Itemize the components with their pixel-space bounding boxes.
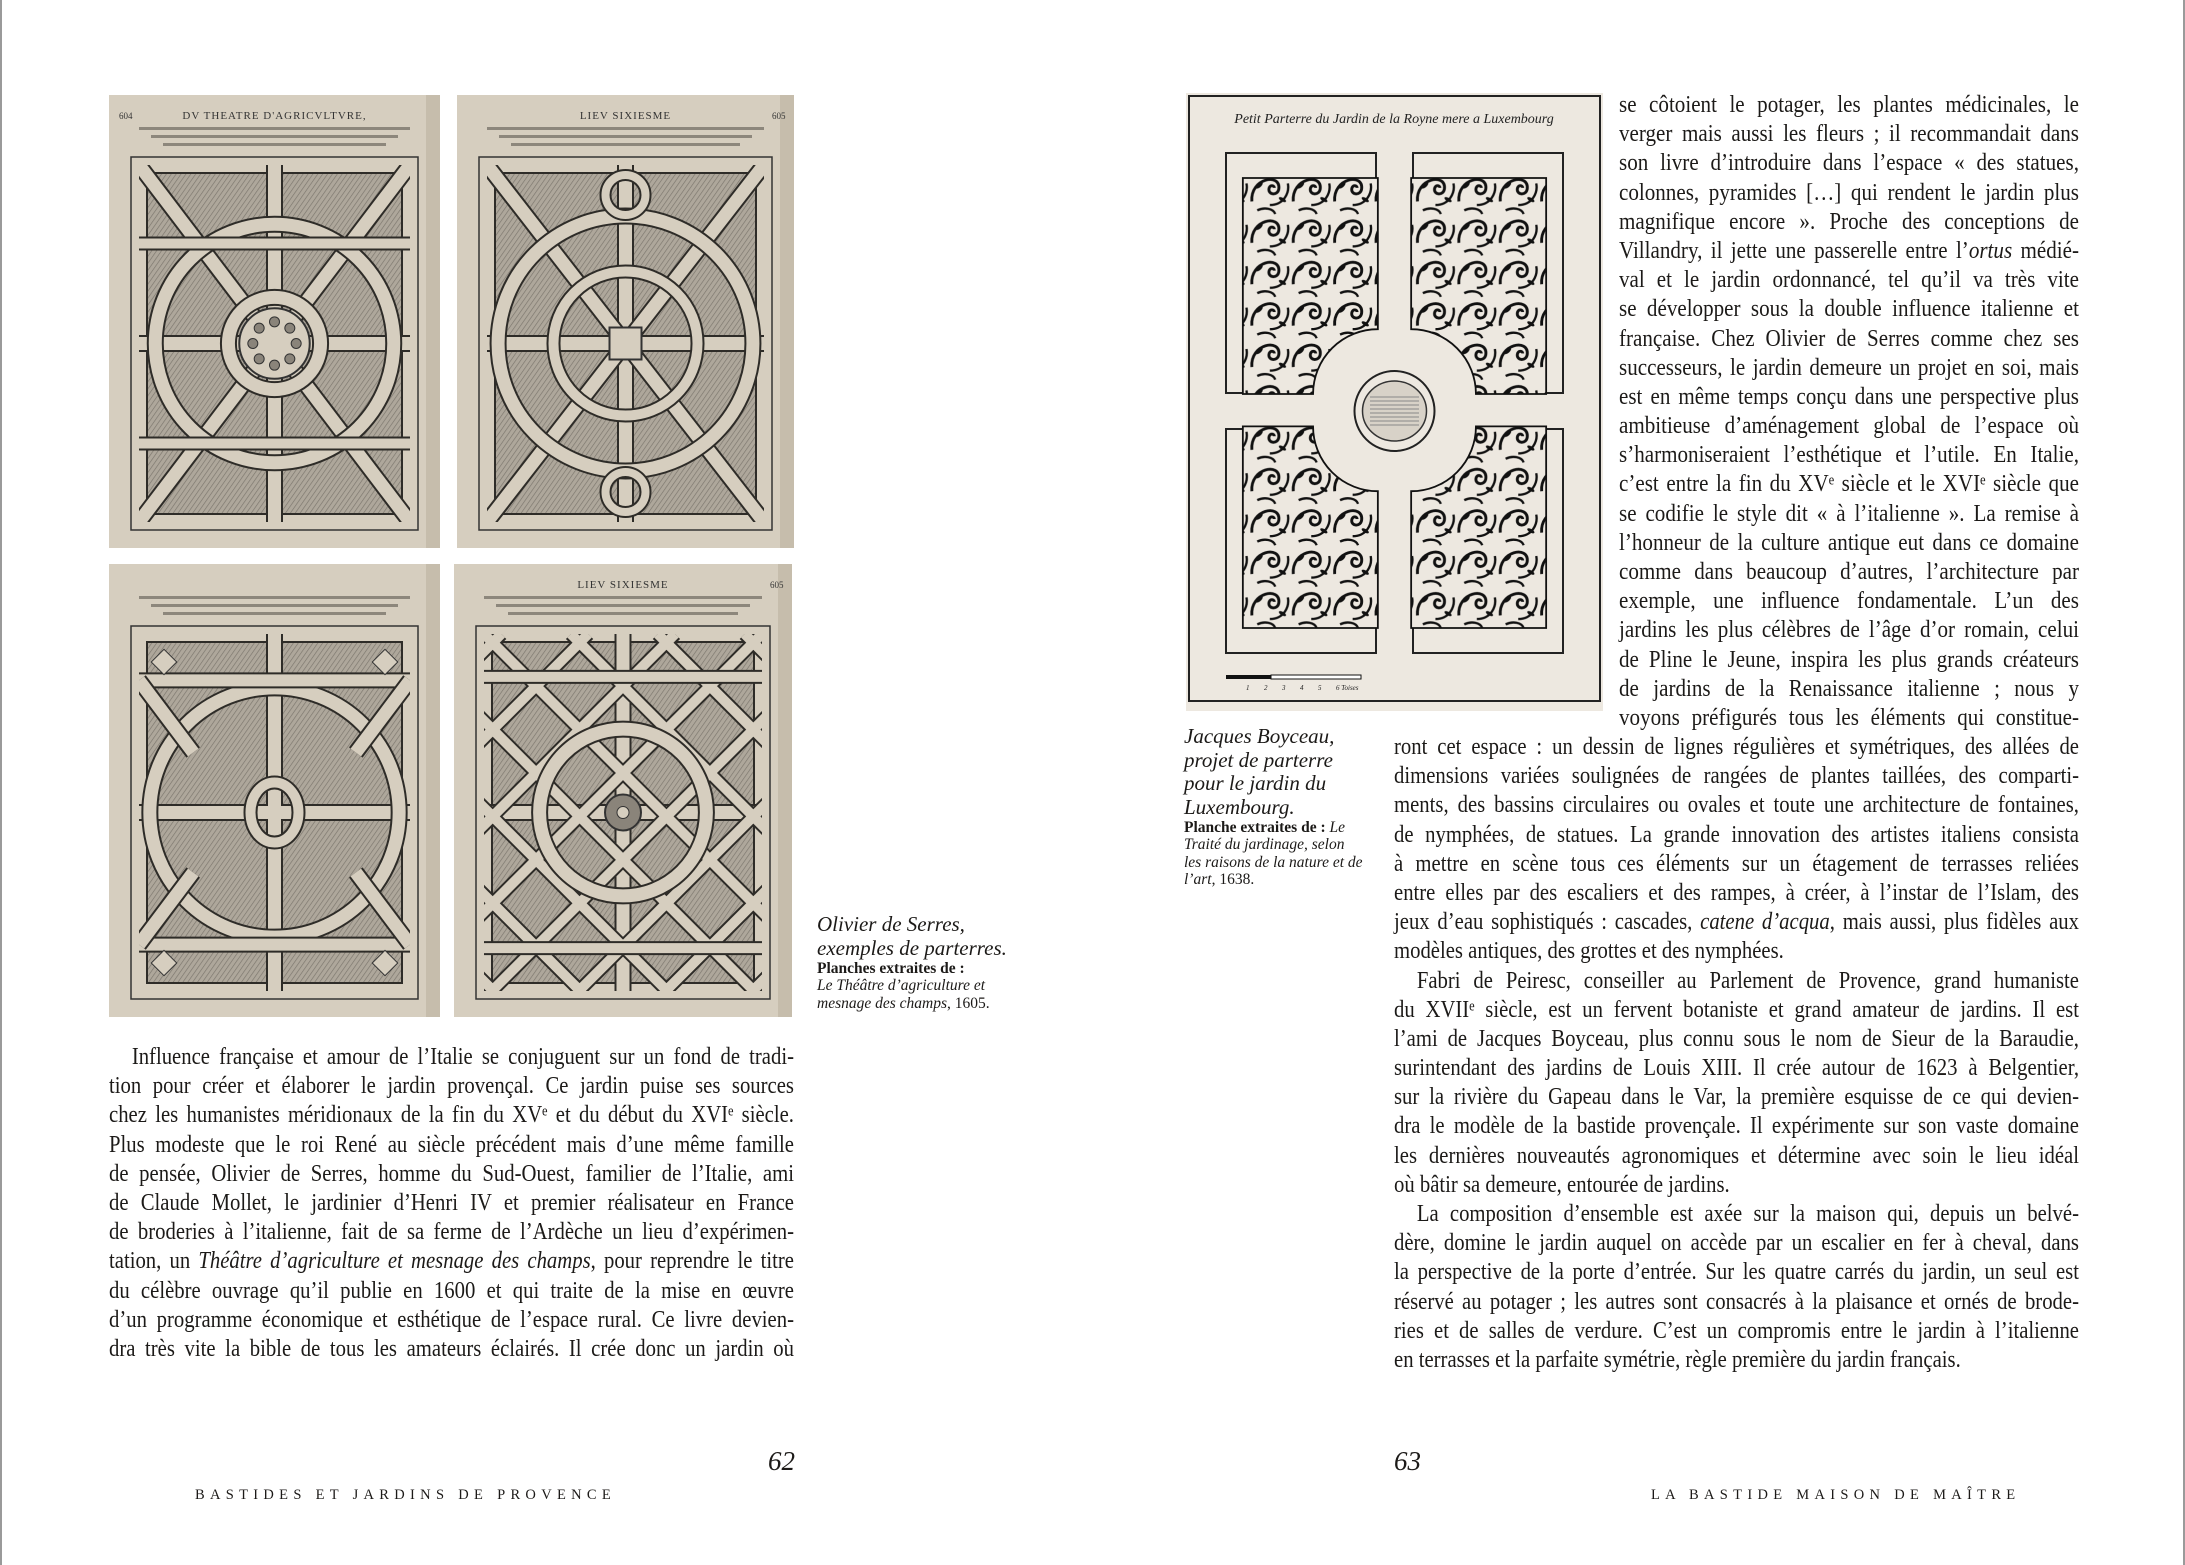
text-line: du XVIIᵉ siècle, est un fervent botaniste et grand amateur de jardins. Il est	[1394, 995, 2079, 1023]
text-line: s’harmoniseraient l’esthétique et l’utile. En Italie,	[1619, 441, 2079, 469]
text-line: les dernières nouveautés agronomiques et détermine avec soin le lieu idéal	[1394, 1141, 2079, 1169]
figure-caption-right	[1184, 725, 1384, 889]
italic-title: Théâtre d’agriculture et mesnage des champs	[198, 1247, 591, 1275]
running-footer-right: LA BASTIDE MAISON DE MAÎTRE	[1651, 1487, 2021, 1503]
caption-title: Luxembourg.	[1184, 794, 1295, 819]
parterre-plate-1	[109, 95, 440, 548]
caption-source: Le	[1329, 819, 1345, 837]
text-line	[1394, 907, 2079, 936]
text-line: dra très vite la bible de tous les amateurs éclairés. Il crée donc un jardin où	[109, 1334, 794, 1362]
text-line: magnifique encore ». Proche des conceptions de	[1619, 207, 2079, 235]
caption-source-label: Planches extraites de :	[817, 960, 965, 978]
text-line: est en même temps conçu dans une perspective plus	[1619, 382, 2079, 410]
text-line: Fabri de Peiresc, conseiller au Parlement de Provence, grand humaniste	[1416, 966, 2079, 994]
plate-title: Petit Parterre du Jardin de la Royne mere a Luxembourg	[1234, 112, 1554, 127]
text-line: se côtoient le potager, les plantes médicinales, le	[1619, 91, 2079, 118]
text-line: Influence française et amour de l’Italie se conjuguent sur un fond de tradi-	[131, 1043, 794, 1070]
caption-title: pour le jardin du	[1184, 771, 1327, 796]
text-line: modèles antiques, des grottes et des nymphées.	[1394, 937, 1784, 965]
caption-title: Jacques Boyceau,	[1184, 724, 1335, 748]
engraving-page-number: 604	[119, 111, 133, 121]
engraving-page-number: 605	[772, 111, 786, 121]
body-text-right-wide	[1394, 732, 2079, 1374]
text-line: française. Chez Olivier de Serres comme chez ses	[1619, 324, 2079, 352]
text-line	[109, 1246, 794, 1275]
text-line: verger mais aussi les fleurs ; il recommandait dans	[1619, 120, 2079, 148]
engraving-page-number: 605	[770, 580, 784, 590]
text-line: du célèbre ouvrage qu’il publie en 1600 et qui traite de la mise en œuvre	[109, 1276, 794, 1304]
text-line: se développer sous la double influence italienne et	[1619, 295, 2079, 323]
body-text-right-narrow	[1619, 90, 2079, 732]
parterre-plate-2	[457, 95, 794, 548]
scale-label: 2	[1264, 684, 1268, 692]
caption-source: les raisons de la nature et de	[1184, 853, 1363, 871]
text-line: de nymphées, de statues. La grande innovation des artistes italiens consista	[1394, 820, 2079, 848]
text-line: se codifie le style dit « à l’italienne ». La remise à	[1619, 499, 2079, 527]
page-number-left: 62	[768, 1446, 795, 1476]
caption-source	[1184, 871, 1384, 888]
caption-title: Olivier de Serres,	[817, 912, 965, 936]
page-edge-left	[0, 0, 2, 1565]
text-line: où bâtir sa demeure, entourée de jardins.	[1394, 1170, 1730, 1198]
text-line: réservé au potager ; les autres sont consacrés à la plaisance et ornés de brode-	[1394, 1287, 2079, 1315]
figure-caption-left	[817, 913, 1017, 1012]
scale-label: 6 Toises	[1336, 684, 1359, 692]
text-line: La composition d’ensemble est axée sur la maison qui, depuis un belvé-	[1416, 1200, 2079, 1227]
text-run: jeux d’eau sophistiqués : cascades,	[1394, 908, 1701, 936]
text-line: de Claude Mollet, le jardinier d’Henri IV et premier réalisateur en France	[109, 1188, 794, 1216]
text-line: d’un programme économique et esthétique de l’espace rural. Ce livre devien-	[109, 1305, 794, 1333]
caption-year: , 1605.	[947, 994, 990, 1012]
text-run: , pour reprendre le titre	[590, 1247, 794, 1275]
text-line: exemple, une influence fondamentale. L’un des	[1619, 587, 2079, 615]
text-line: successeurs, le jardin demeure un projet en soi, mais	[1619, 353, 2079, 381]
text-line: de Pline le Jeune, inspira les plus grands créateurs	[1619, 645, 2079, 673]
parterre-plate-3	[109, 564, 440, 1017]
text-line: tion pour créer et élaborer le jardin provençal. Ce jardin puise ses sources	[109, 1072, 794, 1100]
italic-title: ortus	[1968, 236, 2013, 264]
text-line: la perspective de la porte d’entrée. Sur les quatre carrés du jardin, un seul est	[1394, 1258, 2079, 1286]
luxembourg-parterre-plate	[1186, 93, 1603, 711]
text-line: à mettre en scène tous ces éléments sur un étagement de terrasses reliées	[1394, 849, 2079, 877]
running-footer-left: BASTIDES ET JARDINS DE PROVENCE	[195, 1487, 617, 1503]
text-line: val et le jardin ordonnancé, tel qu’il va très vite	[1619, 266, 2079, 294]
scale-label: 5	[1318, 684, 1322, 692]
text-line: ries et de salles de verdure. C’est un compromis entre le jardin à l’italienne	[1394, 1316, 2079, 1344]
text-line: l’ami de Jacques Boyceau, plus connu sous le nom de Sieur de la Baraudie,	[1394, 1024, 2079, 1052]
text-line: dère, domine le jardin auquel on accède par un escalier en fer à cheval, dans	[1394, 1229, 2079, 1257]
text-line: entre elles par des escaliers et des rampes, à créer, à l’instar de l’Islam, des	[1394, 878, 2079, 906]
text-line: ments, des bassins circulaires ou ovales et toute une architecture de fontaines,	[1394, 791, 2079, 819]
engraving-heading: LIEV SIXIESME	[577, 579, 669, 591]
text-line: surintendant des jardins de Louis XIII. Il crée autour de 1623 à Belgentier,	[1394, 1054, 2079, 1082]
text-line: de jardins de la Renaissance italienne ; nous y	[1619, 674, 2079, 702]
caption-source: Le Théâtre d’agriculture et	[817, 977, 986, 995]
text-line: c’est entre la fin du XVᵉ siècle et le XVIᵉ siècle que	[1619, 470, 2079, 498]
text-line: comme dans beaucoup d’autres, l’architecture par	[1619, 558, 2079, 585]
text-line: de pensée, Olivier de Serres, homme du Sud-Ouest, familier de l’Italie, ami	[109, 1159, 794, 1187]
text-line: chez les humanistes méridionaux de la fin du XVᵉ et du début du XVIᵉ siècle.	[109, 1101, 794, 1129]
engraving-heading: DV THEATRE D'AGRICVLTVRE,	[182, 110, 367, 122]
scale-label: 3	[1282, 684, 1286, 692]
text-line: son livre d’introduire dans l’espace « des statues,	[1619, 149, 2079, 177]
text-line: dimensions variées soulignées de rangées de plantes taillées, des comparti-	[1394, 762, 2079, 790]
text-run: tation, un	[109, 1247, 199, 1275]
caption-source-label	[1184, 819, 1384, 836]
scale-label: 1	[1246, 684, 1250, 692]
parterre-plate-4	[454, 564, 792, 1017]
caption-title: projet de parterre	[1184, 747, 1333, 772]
text-line: en terrasses et la parfaite symétrie, règle première du jardin français.	[1394, 1345, 1961, 1373]
page-number-right: 63	[1394, 1446, 1421, 1476]
italic-title: catene d’acqua	[1700, 908, 1830, 936]
text-run: , mais aussi, plus fidèles aux	[1829, 908, 2080, 936]
text-line: dra le modèle de la bastide provençale. Il expérimente sur son vaste domaine	[1394, 1112, 2079, 1140]
text-run: médié-	[2012, 236, 2079, 264]
caption-source-title: l’art	[1184, 871, 1212, 889]
text-line: de broderies à l’italienne, fait de sa ferme de l’Ardèche un lieu d’expérimen-	[109, 1218, 794, 1246]
caption-title: exemples de parterres.	[817, 935, 1007, 960]
text-line: voyons préfigurés tous les éléments qui constitue-	[1619, 703, 2079, 731]
text-line: l’honneur de la culture antique eut dans ce domaine	[1619, 528, 2079, 556]
caption-year: , 1638.	[1211, 871, 1255, 889]
text-line: sur la rivière du Gapeau dans le Var, la première esquisse de ce qui devien-	[1394, 1083, 2079, 1111]
text-line	[1619, 236, 2079, 265]
caption-source: Traité du jardinage, selon	[1184, 836, 1345, 854]
text-line: ambitieuse d’aménagement global de l’espace où	[1619, 412, 2079, 440]
scale-label: 4	[1300, 684, 1304, 692]
text-line: jardins les plus célèbres de l’âge d’or romain, celui	[1619, 616, 2079, 644]
text-line: ront cet espace : un dessin de lignes régulières et symétriques, des allées de	[1394, 733, 2079, 760]
caption-source-title: mesnage des champs	[817, 994, 948, 1012]
body-text-left	[109, 1042, 794, 1363]
text-run: Villandry, il jette une passerelle entre l’	[1619, 236, 1969, 264]
caption-source	[817, 995, 1017, 1012]
caption-source-label-text: Planche extraites de :	[1184, 819, 1326, 837]
text-line: Plus modeste que le roi René au siècle précédent mais d’une même famille	[109, 1130, 794, 1158]
text-line: colonnes, pyramides […] qui rendent le jardin plus	[1619, 178, 2079, 206]
engraving-heading: LIEV SIXIESME	[579, 110, 672, 122]
